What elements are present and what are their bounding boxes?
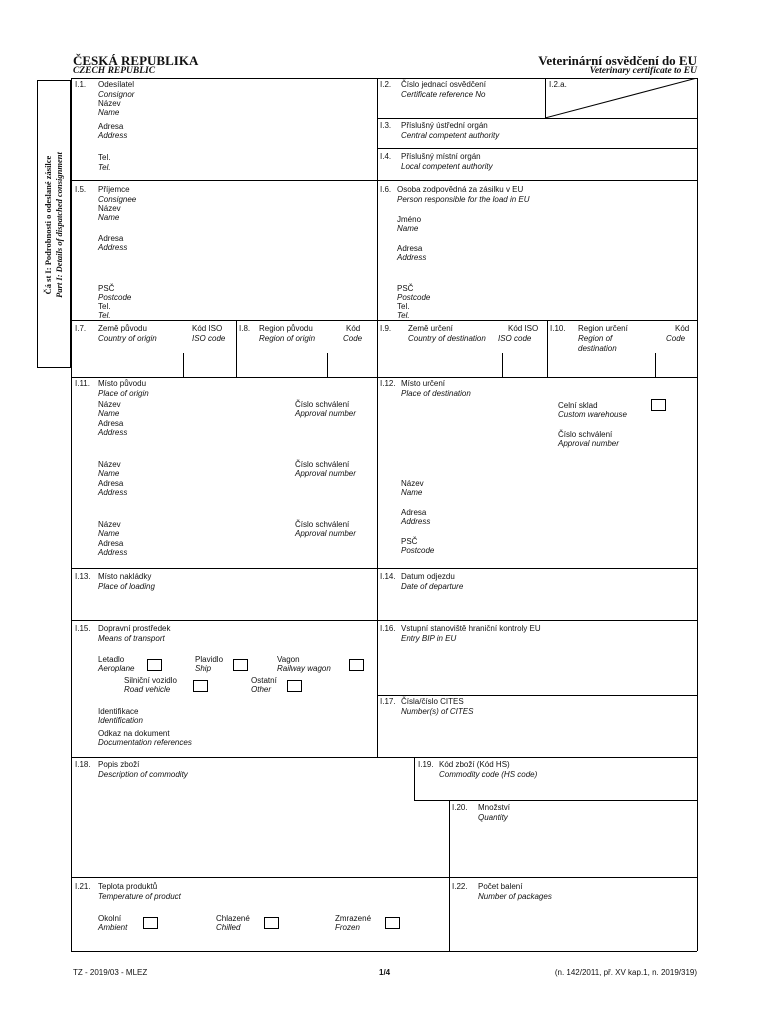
i9-iso: Kód ISO bbox=[508, 324, 539, 333]
i22-number: I.22. bbox=[452, 882, 468, 891]
i10-code: Kód bbox=[675, 324, 690, 333]
other-transport-checkbox[interactable] bbox=[287, 680, 302, 692]
ambient-checkbox[interactable] bbox=[143, 917, 158, 929]
i2-label-en: Certificate reference No bbox=[401, 90, 486, 99]
i12-label-en: Place of destination bbox=[401, 389, 471, 398]
i4-number: I.4. bbox=[380, 152, 392, 161]
i6-address: Adresa bbox=[397, 244, 423, 253]
ship-checkbox[interactable] bbox=[233, 659, 248, 671]
i6-name: Jméno bbox=[397, 215, 422, 224]
i20-label-en: Quantity bbox=[478, 813, 508, 822]
i12-name-en: Name bbox=[401, 488, 423, 497]
side-label-cz: Čá st I: Podrobnosti o odeslané zásilce bbox=[43, 155, 53, 295]
road-vehicle-label: Silniční vozidlo bbox=[124, 676, 177, 685]
i11-approval-3-en: Approval number bbox=[295, 529, 356, 538]
i11-number: I.11. bbox=[75, 379, 90, 388]
i11-approval-1: Číslo schválení bbox=[295, 400, 350, 409]
i10-label-en2: destination bbox=[578, 344, 617, 353]
i9-label-en: Country of destination bbox=[408, 334, 486, 343]
i11-approval-3: Číslo schválení bbox=[295, 520, 350, 529]
i11-name-3-en: Name bbox=[98, 529, 120, 538]
i6-tel-en: Tel. bbox=[397, 311, 410, 320]
i6-address-en: Address bbox=[397, 253, 427, 262]
frozen-label: Zmrazené bbox=[335, 914, 372, 923]
i11-address-1: Adresa bbox=[98, 419, 124, 428]
footer-legal-reference: (n. 142/2011, př. XV kap.1, n. 2019/319) bbox=[554, 968, 697, 977]
i5-label: Příjemce bbox=[98, 185, 130, 194]
other-label: Ostatní bbox=[251, 676, 277, 685]
i7-iso-en: ISO code bbox=[192, 334, 226, 343]
i12-number: I.12. bbox=[380, 379, 396, 388]
i17-label-en: Number(s) of CITES bbox=[401, 707, 474, 716]
i10-label-en1: Region of bbox=[578, 334, 613, 343]
aeroplane-checkbox[interactable] bbox=[147, 659, 162, 671]
i1-label: Odesílatel bbox=[98, 80, 135, 89]
part-one-side-label bbox=[43, 152, 65, 298]
frozen-checkbox[interactable] bbox=[385, 917, 400, 929]
i1-name: Název bbox=[98, 99, 121, 108]
i20-label: Množství bbox=[478, 803, 511, 812]
i12-custom-warehouse: Celní sklad bbox=[558, 401, 598, 410]
i10-label: Region určení bbox=[578, 324, 628, 333]
i19-number: I.19. bbox=[418, 760, 434, 769]
i1-address: Adresa bbox=[98, 122, 124, 131]
chilled-label-en: Chilled bbox=[216, 923, 241, 932]
i7-number: I.7. bbox=[75, 324, 87, 333]
i3-number: I.3. bbox=[380, 121, 392, 130]
chilled-checkbox[interactable] bbox=[264, 917, 279, 929]
i13-number: I.13. bbox=[75, 572, 91, 581]
i3-label: Příslušný ústřední orgán bbox=[401, 121, 488, 130]
i19-label-en: Commodity code (HS code) bbox=[439, 770, 538, 779]
i11-address-3: Adresa bbox=[98, 539, 124, 548]
i17-number: I.17. bbox=[380, 697, 396, 706]
documentation-label-en: Documentation references bbox=[98, 738, 192, 747]
i7-label: Země původu bbox=[98, 324, 147, 333]
i12-name: Název bbox=[401, 479, 424, 488]
i6-name-en: Name bbox=[397, 224, 419, 233]
i14-number: I.14. bbox=[380, 572, 396, 581]
i12-approval-en: Approval number bbox=[558, 439, 619, 448]
i16-label-en: Entry BIP in EU bbox=[401, 634, 457, 643]
i12-approval: Číslo schválení bbox=[558, 430, 613, 439]
i21-label-en: Temperature of product bbox=[98, 892, 181, 901]
i11-approval-2: Číslo schválení bbox=[295, 460, 350, 469]
i8-label: Region původu bbox=[259, 324, 313, 333]
i13-label-en: Place of loading bbox=[98, 582, 155, 591]
road-vehicle-checkbox[interactable] bbox=[193, 680, 208, 692]
i1-tel-en: Tel. bbox=[98, 163, 111, 172]
i11-approval-1-en: Approval number bbox=[295, 409, 356, 418]
i14-label: Datum odjezdu bbox=[401, 572, 455, 581]
i7-iso: Kód ISO bbox=[192, 324, 223, 333]
i12-label: Místo určení bbox=[401, 379, 446, 388]
i1-tel: Tel. bbox=[98, 153, 111, 162]
i11-address-2: Adresa bbox=[98, 479, 124, 488]
i11-label: Místo původu bbox=[98, 379, 147, 388]
i10-code-en: Code bbox=[666, 334, 686, 343]
i22-label: Počet balení bbox=[478, 882, 523, 891]
i9-number: I.9. bbox=[380, 324, 392, 333]
i20-number: I.20. bbox=[452, 803, 468, 812]
i15-number: I.15. bbox=[75, 624, 91, 633]
i5-name-en: Name bbox=[98, 213, 120, 222]
country-en: CZECH REPUBLIC bbox=[73, 66, 156, 76]
i9-iso-en: ISO code bbox=[498, 334, 532, 343]
i17-label: Čísla/číslo CITES bbox=[401, 697, 464, 706]
i2-label: Číslo jednací osvědčení bbox=[401, 80, 486, 89]
i5-address: Adresa bbox=[98, 234, 124, 243]
i6-label: Osoba zodpovědná za zásilku v EU bbox=[397, 185, 524, 194]
i12-postcode-en: Postcode bbox=[401, 546, 435, 555]
title-en: Veterinary certificate to EU bbox=[589, 66, 697, 76]
chilled-label: Chlazené bbox=[216, 914, 250, 923]
i1-label-en: Consignor bbox=[98, 90, 135, 99]
aeroplane-label-en: Aeroplane bbox=[98, 664, 135, 673]
i14-label-en: Date of departure bbox=[401, 582, 464, 591]
i8-number: I.8. bbox=[239, 324, 251, 333]
i11-name-3: Název bbox=[98, 520, 121, 529]
footer-form-code: TZ - 2019/03 - MLEZ bbox=[73, 968, 148, 977]
i5-number: I.5. bbox=[75, 185, 87, 194]
i11-address-3-en: Address bbox=[98, 548, 128, 557]
i11-address-1-en: Address bbox=[98, 428, 128, 437]
i19-label: Kód zboží (Kód HS) bbox=[439, 760, 510, 769]
i4-label: Příslušný místní orgán bbox=[401, 152, 481, 161]
i12-address-en: Address bbox=[401, 517, 431, 526]
i5-postcode-en: Postcode bbox=[98, 293, 132, 302]
ship-label: Plavidlo bbox=[195, 655, 224, 664]
i8-code: Kód bbox=[346, 324, 361, 333]
i11-label-en: Place of origin bbox=[98, 389, 149, 398]
identification-label-en: Identification bbox=[98, 716, 143, 725]
i13-label: Místo nakládky bbox=[98, 572, 152, 581]
i3-label-en: Central competent authority bbox=[401, 131, 500, 140]
i11-approval-2-en: Approval number bbox=[295, 469, 356, 478]
i18-label-en: Description of commodity bbox=[98, 770, 188, 779]
i2-number: I.2. bbox=[380, 80, 392, 89]
i11-name-2: Název bbox=[98, 460, 121, 469]
i22-label-en: Number of packages bbox=[478, 892, 552, 901]
i6-number: I.6. bbox=[380, 185, 392, 194]
country-cz: ČESKÁ REPUBLIKA bbox=[73, 53, 199, 68]
railway-label-en: Railway wagon bbox=[277, 664, 331, 673]
ambient-label-en: Ambient bbox=[98, 923, 128, 932]
i10-number: I.10. bbox=[550, 324, 566, 333]
i5-address-en: Address bbox=[98, 243, 128, 252]
i12-postcode: PSČ bbox=[401, 537, 418, 546]
i16-number: I.16. bbox=[380, 624, 396, 633]
i9-label: Země určení bbox=[408, 324, 453, 333]
i5-tel-en: Tel. bbox=[98, 311, 111, 320]
i4-label-en: Local competent authority bbox=[401, 162, 493, 171]
i6-tel: Tel. bbox=[397, 302, 410, 311]
documentation-label: Odkaz na dokument bbox=[98, 729, 170, 738]
other-label-en: Other bbox=[251, 685, 272, 694]
i6-label-en: Person responsible for the load in EU bbox=[397, 195, 530, 204]
side-label-en: Part I: Details of dispatched consignment bbox=[54, 152, 64, 298]
railway-label: Vagon bbox=[277, 655, 300, 664]
road-vehicle-label-en: Road vehicle bbox=[124, 685, 171, 694]
i18-label: Popis zboží bbox=[98, 760, 140, 769]
custom-warehouse-checkbox[interactable] bbox=[651, 399, 666, 411]
i1-name-en: Name bbox=[98, 108, 120, 117]
identification-label: Identifikace bbox=[98, 707, 139, 716]
i2a-diagonal bbox=[545, 78, 697, 118]
page-number: 1/4 bbox=[379, 968, 391, 977]
railway-wagon-checkbox[interactable] bbox=[349, 659, 364, 671]
i16-label: Vstupní stanoviště hraniční kontroly EU bbox=[401, 624, 541, 633]
i5-postcode: PSČ bbox=[98, 284, 115, 293]
aeroplane-label: Letadlo bbox=[98, 655, 125, 664]
i5-name: Název bbox=[98, 204, 121, 213]
i1-address-en: Address bbox=[98, 131, 128, 140]
i8-code-en: Code bbox=[343, 334, 363, 343]
i15-label-en: Means of transport bbox=[98, 634, 165, 643]
ambient-label: Okolní bbox=[98, 914, 122, 923]
i2a-number: I.2.a. bbox=[549, 80, 567, 89]
i1-number: I.1. bbox=[75, 80, 87, 89]
i7-label-en: Country of origin bbox=[98, 334, 157, 343]
i12-address: Adresa bbox=[401, 508, 427, 517]
i11-name-1: Název bbox=[98, 400, 121, 409]
i5-label-en: Consignee bbox=[98, 195, 137, 204]
i6-postcode-en: Postcode bbox=[397, 293, 431, 302]
i15-label: Dopravní prostředek bbox=[98, 624, 171, 633]
i18-number: I.18. bbox=[75, 760, 91, 769]
title-cz: Veterinární osvědčení do EU bbox=[538, 53, 697, 68]
frozen-label-en: Frozen bbox=[335, 923, 360, 932]
i6-postcode: PSČ bbox=[397, 284, 414, 293]
i21-label: Teplota produktů bbox=[98, 882, 158, 891]
i11-address-2-en: Address bbox=[98, 488, 128, 497]
i5-tel: Tel. bbox=[98, 302, 111, 311]
i8-label-en: Region of origin bbox=[259, 334, 316, 343]
i21-number: I.21. bbox=[75, 882, 91, 891]
ship-label-en: Ship bbox=[195, 664, 212, 673]
i11-name-2-en: Name bbox=[98, 469, 120, 478]
i11-name-1-en: Name bbox=[98, 409, 120, 418]
i12-custom-warehouse-en: Custom warehouse bbox=[558, 410, 627, 419]
